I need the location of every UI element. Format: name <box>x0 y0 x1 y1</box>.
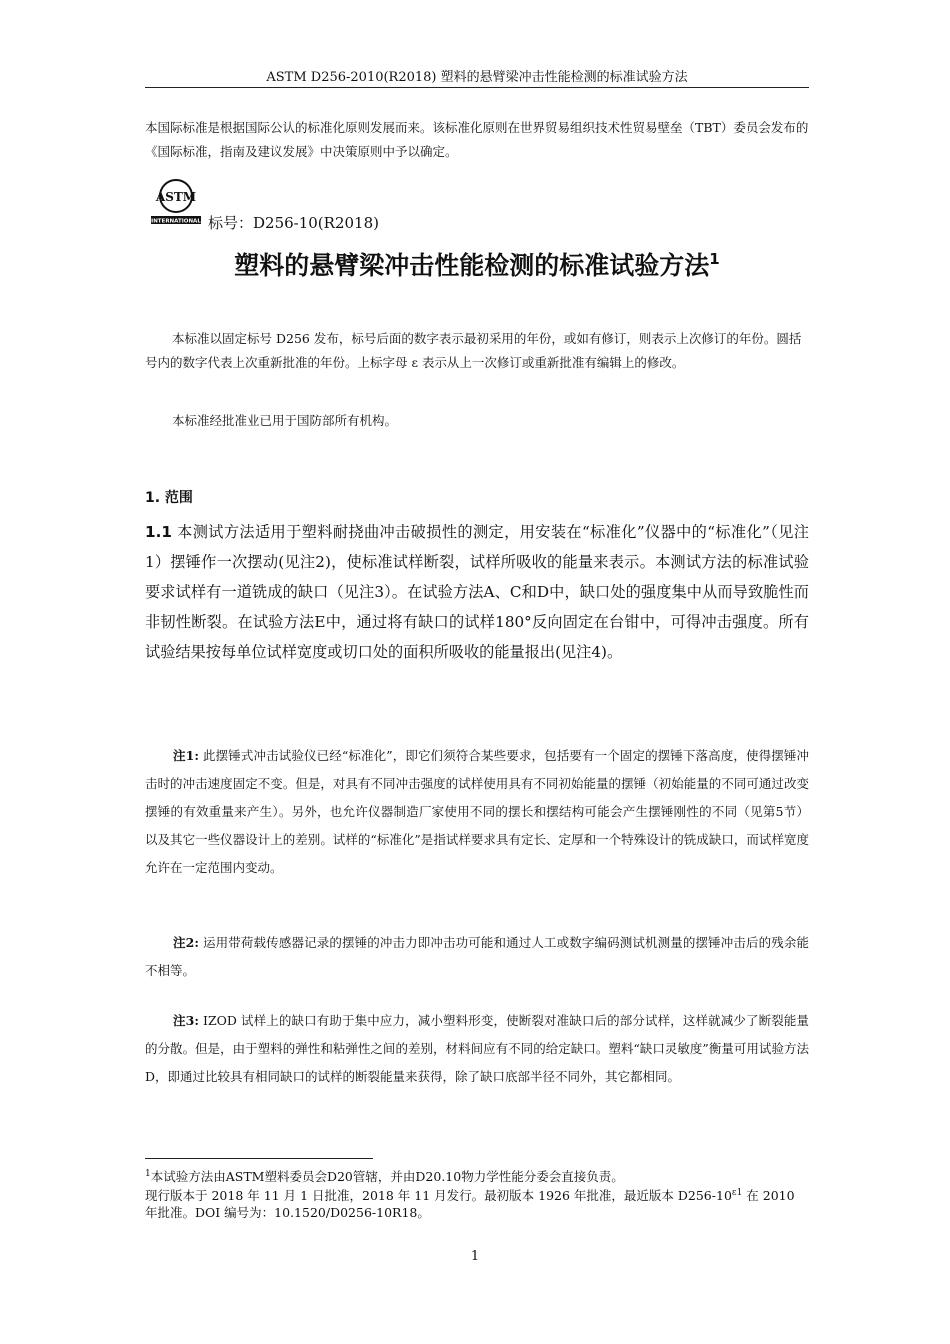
astm-logo-graphic <box>150 178 202 226</box>
clause-text: 本测试方法适用于塑料耐挠曲冲击破损性的测定，用安装在“标准化”仪器中的“标准化”（见注1）摆锤作一次摆动(见注2)，使标准试样断裂，试样所吸收的能量来表示。本测试方法的标准试验要求试样有一道铣成的缺口（见注3）。在试验方法A、C和D中，缺口处的强度集中从而导致脆性而非韧性断裂。在试验方法E中，通过将有缺口的试样180°反向固定在台钳中，可得冲击强度。所有试验结果按每单位试样宽度或切口处的面积所吸收的能量报出(见注4)。 <box>145 523 809 661</box>
astm-logo-icon <box>150 178 202 226</box>
clause-1-1 <box>145 517 809 667</box>
intro-paragraph: 本标准以固定标号 D256 发布，标号后面的数字表示最初采用的年份，或如有修订，则表示上次修订的年份。圆括号内的数字代表上次重新批准的年份。上标字母 ε 表示从上一次修订或重新批准有编辑上的修改。 <box>145 331 802 370</box>
footnote-line <box>145 1166 809 1185</box>
title-text: 塑料的悬臂梁冲击性能检测的标准试验方法 <box>234 251 710 280</box>
footnote-mark: 1 <box>145 1169 151 1179</box>
footnote-text: 本试验方法由ASTM塑料委员会D20管辖，并由D20.10物力学性能分委会直接负责。 <box>150 1169 624 1185</box>
note-3 <box>145 1007 809 1091</box>
page-number: 1 <box>470 1249 480 1264</box>
svg-text:ASTM: ASTM <box>155 190 197 204</box>
note-label: 注3: <box>173 1013 199 1028</box>
footnote <box>145 1166 809 1221</box>
clause-number: 1.1 <box>145 523 172 541</box>
note-text: 运用带荷载传感器记录的摆锤的冲击力即冲击功可能和通过人工或数字编码测试机测量的摆锤冲击后的残余能不相等。 <box>145 935 810 978</box>
header-divider <box>145 87 809 88</box>
note-text: 此摆锤式冲击试验仪已经“标准化”，即它们须符合某些要求，包括要有一个固定的摆锤下落高度，使得摆锤冲击时的冲击速度固定不变。但是，对具有不同冲击强度的试样使用具有不同初始能量的摆锤（初始能量的不同可通过改变摆锤的有效重量来产生）。另外，也允许仪器制造厂家使用不同的摆长和摆结构可能会产生摆锤刚性的不同（见第5节）以及其它一些仪器设计上的差别。试样的“标准化”是指试样要求具有定长、定厚和一个特殊设计的铣成缺口，而试样宽度允许在一定范围内变动。 <box>145 748 809 875</box>
note-label: 注2: <box>173 935 199 950</box>
footnote-text: 在 2010 年批准。DOI 编号为：10.1520/D0256-10R18。 <box>145 1188 795 1221</box>
section-heading: 1. 范围 <box>145 490 193 506</box>
note-1 <box>145 742 809 882</box>
footnote-divider <box>145 1158 373 1159</box>
preamble-text: 本国际标准是根据国际公认的标准化原则发展而来。该标准化原则在世界贸易组织技术性贸易壁垒（TBT）委员会发布的《国际标准，指南及建议发展》中决策原则中予以确定。 <box>145 120 809 159</box>
note-label: 注1: <box>173 748 199 763</box>
note-2 <box>145 929 809 985</box>
footnote-superscript: ε1 <box>731 1188 743 1199</box>
title-footnote-mark: 1 <box>709 250 720 268</box>
document-title <box>145 246 809 282</box>
running-header: ASTM D256-2010(R2018) 塑料的悬臂梁冲击性能检测的标准试验方法 <box>266 70 688 85</box>
designation-number: 标号：D256-10(R2018) <box>208 214 379 232</box>
intro-paragraph: 本标准经批准业已用于国防部所有机构。 <box>172 413 398 428</box>
note-text: IZOD 试样上的缺口有助于集中应力，减小塑料形变，使断裂对准缺口后的部分试样，这样就减少了断裂能量的分散。但是，由于塑料的弹性和粘弹性之间的差别，材料间应有不同的给定缺口。塑料“缺口灵敏度”衡量可用试验方法D，即通过比较具有相同缺口的试样的断裂能量来获得，除了缺口底部半径不同外，其它都相同。 <box>145 1013 809 1084</box>
svg-text:INTERNATIONAL: INTERNATIONAL <box>151 218 201 225</box>
footnote-text: 现行版本于 2018 年 11 月 1 日批准，2018 年 11 月发行。最初版本 1926 年批准，最近版本 D256-10 <box>145 1188 732 1204</box>
footnote-line <box>145 1185 809 1221</box>
